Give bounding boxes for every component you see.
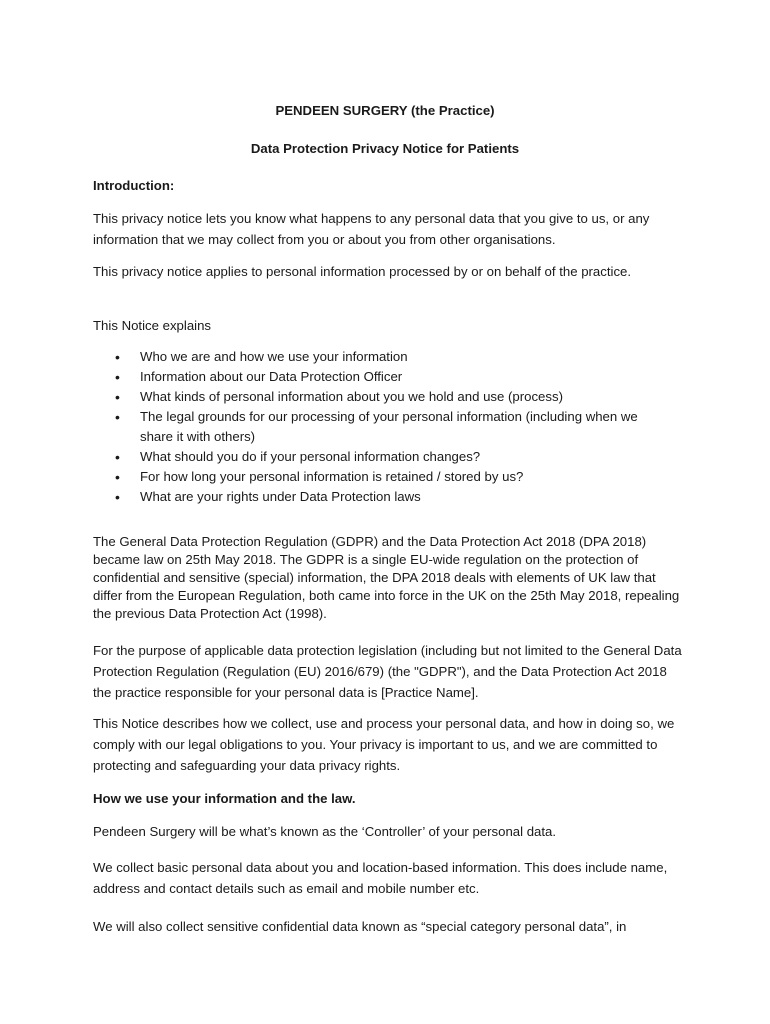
law-heading: How we use your information and the law.: [93, 791, 356, 806]
controller-paragraph: For the purpose of applicable data protection legislation (including but not limited to the General Data Protection Regulation (Regulation (EU) 2016/679) (the "GDPR"), and the Data Protection Act 2018 the practice responsible for your personal data is [Practice Name].: [93, 643, 682, 700]
intro-paragraph-2: This privacy notice applies to personal information processed by or on behalf of the practice.: [93, 264, 632, 279]
list-item: • What are your rights under Data Protection laws: [93, 487, 653, 507]
list-item: • For how long your personal information is retained / stored by us?: [93, 467, 653, 487]
notice-explains-list: [93, 347, 653, 507]
list-item: • The legal grounds for our processing of your personal information (including when we share it with others): [93, 407, 653, 447]
basic-data-paragraph: We collect basic personal data about you and location-based information. This does include name, address and contact details such as email and mobile number etc.: [93, 860, 668, 896]
introduction-heading: Introduction:: [93, 178, 175, 193]
notice-explains-label: This Notice explains: [93, 318, 212, 333]
notice-title: Data Protection Privacy Notice for Patients: [250, 141, 520, 156]
special-category-paragraph: We will also collect sensitive confidential data known as “special category personal data”, in: [93, 919, 627, 934]
intro-paragraph-1: This privacy notice lets you know what happens to any personal data that you give to us, or any information that we may collect from you or about you from other organisations.: [93, 211, 650, 247]
controller-role-paragraph: Pendeen Surgery will be what’s known as the ‘Controller’ of your personal data.: [93, 824, 557, 839]
list-item: • Who we are and how we use your information: [93, 347, 653, 367]
list-item: • What should you do if your personal information changes?: [93, 447, 653, 467]
practice-title: PENDEEN SURGERY (the Practice): [275, 103, 495, 118]
gdpr-paragraph: The General Data Protection Regulation (GDPR) and the Data Protection Act 2018 (DPA 2018) became law on 25th May 2018. The GDPR is a single EU-wide regulation on the protection of confidential and sensitive (special) information, the DPA 2018 deals with elements of UK law that differ from the European Regulation, both came into force in the UK on the 25th May 2018, repealing the previous Data Protection Act (1998).: [93, 534, 680, 621]
notice-describes-paragraph: This Notice describes how we collect, use and process your personal data, and how in doing so, we comply with our legal obligations to you. Your privacy is important to us, and we are committed to protecting and safeguarding your data privacy rights.: [93, 716, 675, 773]
list-item: • What kinds of personal information about you we hold and use (process): [93, 387, 653, 407]
list-item: • Information about our Data Protection Officer: [93, 367, 653, 387]
